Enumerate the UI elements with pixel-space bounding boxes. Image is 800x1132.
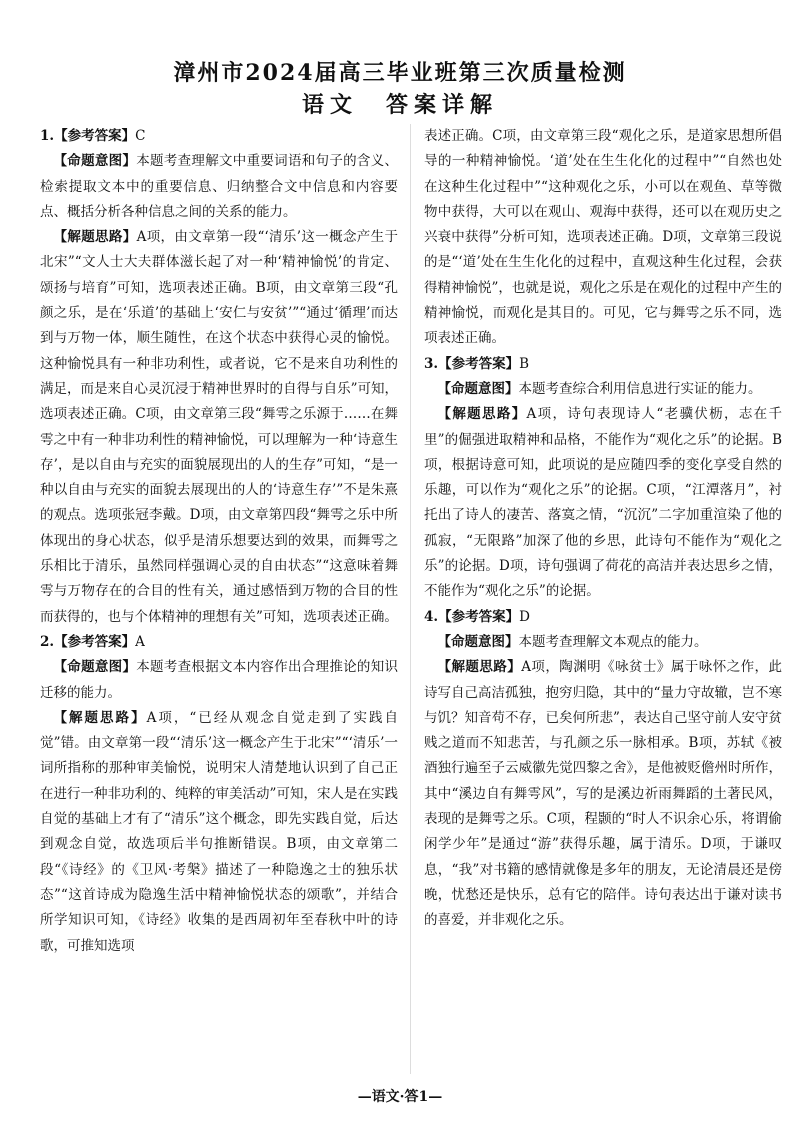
column-divider [410, 124, 411, 1074]
q3-answer-label: 【参考答案】 [438, 355, 520, 372]
q1-intent-text: 本题考查理解文中重要词语和句子的含义、检索提取文本中的重要信息、归纳整合文中信息和内容要点、概括分析各种信息之间的关系的能力。 [40, 153, 398, 220]
q2-intent-text: 本题考查根据文本内容作出合理推论的知识迁移的能力。 [40, 659, 398, 701]
q1-number: 1. [40, 128, 55, 144]
q1-idea-text: A项，由文章第一段“‘清乐’这一概念产生于北宋”“文人士大夫群体滋长起了对一种‘精神愉悦’的肯定、颂扬与培育”可知，选项表述正确。B项，由文章第三段“孔颜之乐，是在‘乐道’的基础上‘安仁与安贫’”“通过‘循理’而达到与万物一体，顺生随性，在这个状态中获得心灵的愉悦。这种愉悦具有一种非功利性，或者说，它不是来自功利性的满足，而是来自心灵沉浸于精神世界时的自得与自乐”可知，选项表述正确。C项，由文章第三段“舞雩之乐源于……在舞雩之中有一种非功利性的精神愉悦，可以理解为一种‘诗意生存’，是以自由与充实的面貌展现出的人的生存”可知，“是一种以自由与充实的面貌去展现出的人的‘诗意生存’”不是朱熹的观点。选项张冠李戴。D项，由文章第四段“舞雩之乐中所体现出的身心状态，似乎是清乐想要达到的效果，而舞雩之乐相比于清乐，虽然同样强调心灵的自由状态”“这意味着舞雩与万物存在的合目的性有关，通过感悟到万物的合目的性而获得的，也与个体精神的理想有关”可知，选项表述正确。 [40, 229, 399, 625]
left-column [40, 124, 398, 959]
q1-answer-label: 【参考答案】 [54, 128, 136, 144]
q2-idea-label: 【解题思路】 [53, 709, 147, 726]
q4-idea-label: 【解题思路】 [437, 659, 522, 676]
q3-answer [424, 352, 782, 377]
q2-answer-label: 【参考答案】 [54, 633, 136, 650]
q3-intent-text: 本题考查综合利用信息进行实证的能力。 [518, 380, 762, 397]
q1-answer-value: C [135, 128, 146, 144]
right-column [424, 124, 782, 934]
q4-answer [424, 605, 782, 630]
q4-answer-value: D [519, 608, 530, 625]
page-title: 漳州市2024届高三毕业班第三次质量检测 [173, 60, 627, 86]
q2-number: 2. [40, 633, 55, 650]
q3-answer-value: B [519, 355, 530, 372]
q4-intent [424, 630, 782, 655]
q2-intent [40, 655, 398, 706]
page-footer: —语文·答1— [357, 1089, 443, 1105]
q4-idea-text: A项，陶渊明《咏贫士》属于咏怀之作，此诗写自己高洁孤独，抱穷归隐，其中的“量力守故辙，岂不寒与饥？知音苟不存，已矣何所悲”，表达自己坚守前人安守贫贱之道而不知悲苦，与孔颜之乐一脉相承。B项，苏轼《被酒独行遍至子云威徽先觉四黎之舍》，是他被贬儋州时所作，其中“溪边自有舞雩风”，写的是溪边祈雨舞蹈的土著民风，表现的是舞雩之乐。C项，程颢的“时人不识余心乐，将谓偷闲学少年”是通过“游”获得乐趣，属于清乐。D项，于谦叹息，“我”对书籍的感情就像是多年的朋友，无论清晨还是傍晚，忧愁还是快乐，总有它的陪伴。诗句表达出于谦对读书的喜爱，并非观化之乐。 [424, 659, 782, 929]
q2-idea-text: A项，“已经从观念自觉走到了实践自觉”错。由文章第一段“‘清乐’这一概念产生于北宋”“‘清乐’一词所指称的那种审美愉悦，说明宋人清楚地认识到了自己正在进行一种非功利的、纯粹的审美活动”可知，宋人是在实践自觉的基础上才有了“清乐”这个概念，即先实践自觉，后达到观念自觉，故选项后半句推断错误。B项，由文章第二段“《诗经》的《卫风·考槃》描述了一种隐逸之士的独乐状态”“这首诗成为隐逸生活中精神愉悦状态的颂歌”，并结合所学知识可知，《诗经》收集的是西周初年至春秋中叶的诗歌，可推知选项 [40, 709, 398, 954]
page-subtitle: 语文 答案详解 [301, 92, 498, 118]
q4-number: 4. [424, 608, 439, 625]
q2-answer [40, 630, 398, 655]
q2-idea-continued [424, 124, 782, 352]
q3-number: 3. [424, 355, 439, 372]
q1-idea-label: 【解题思路】 [53, 229, 137, 246]
q1-idea [40, 225, 398, 630]
q2-intent-label: 【命题意图】 [53, 659, 137, 676]
q3-intent-label: 【命题意图】 [437, 380, 519, 397]
q1-answer [40, 124, 398, 149]
q4-answer-label: 【参考答案】 [438, 608, 520, 625]
q3-idea-text: A项，诗句表现诗人“老骥伏枥，志在千里”的倔强进取精神和品格，不能作为“观化之乐”的论据。B项，根据诗意可知，此项说的是应随四季的变化享受自然的乐趣，可以作为“观化之乐”的论据。C项，“江潭落月”，衬托出了诗人的凄苦、落寞之情，“沉沉”二字加重渲染了他的孤寂，“无限路”加深了他的乡思，此诗句不能作为“观化之乐”的论据。D项，诗句强调了荷花的高洁并表达思乡之情，不能作为“观化之乐”的论据。 [424, 406, 782, 600]
q2-answer-value: A [135, 633, 145, 650]
q1-intent-label: 【命题意图】 [53, 153, 137, 170]
q4-intent-label: 【命题意图】 [437, 633, 519, 650]
q3-idea [424, 402, 782, 604]
q4-idea [424, 655, 782, 933]
q2-idea [40, 706, 398, 959]
q4-intent-text: 本题考查理解文本观点的能力。 [518, 633, 708, 650]
q3-intent [424, 377, 782, 402]
q3-idea-label: 【解题思路】 [437, 406, 527, 423]
q1-intent [40, 149, 398, 225]
q2-idea-text-continued: 表述正确。C项，由文章第三段“观化之乐，是道家思想所倡导的一种精神愉悦。‘道’处在生生化化的过程中”“自然也处在这种生化过程中”“这种观化之乐，小可以在观鱼、草等微物中获得，大可以在观山、观海中获得，还可以在观历史之兴衰中获得”分析可知，选项表述正确。D项，文章第三段说的是“‘道’处在生生化化的过程中，直观这种生化过程，会获得精神愉悦”，也就是说，观化之乐是在观化的过程中产生的精神愉悦，而观化是其目的。可见，它与舞雩之乐不同，选项表述正确。 [424, 128, 782, 347]
